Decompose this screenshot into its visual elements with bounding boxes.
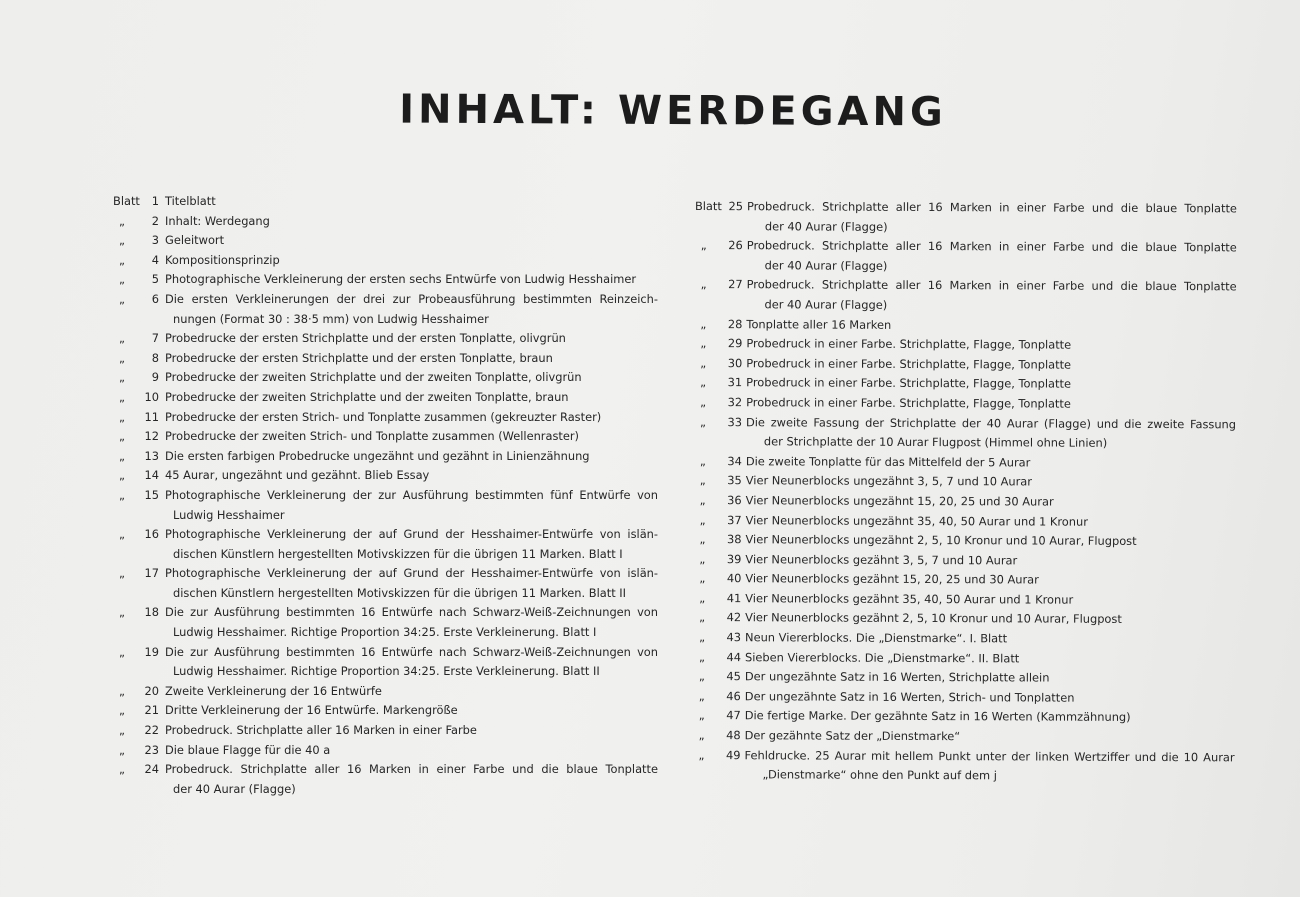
blatt-label: Blatt bbox=[113, 194, 140, 208]
entry-number: 10 bbox=[144, 389, 159, 404]
entry-number: 11 bbox=[144, 409, 159, 424]
entry-number: 39 bbox=[726, 551, 742, 566]
entry-text: Die zweite Fassung der Strichplatte der 40 Aurar (Flagge) und die zweite Fassung bbox=[745, 414, 1237, 431]
ditto-mark: „ bbox=[119, 468, 125, 483]
contents-entry bbox=[113, 212, 658, 232]
entry-number: 22 bbox=[144, 723, 159, 738]
ditto-mark: „ bbox=[700, 238, 707, 253]
entry-number: 3 bbox=[151, 233, 159, 248]
entry-number: 47 bbox=[726, 708, 741, 723]
entry-text-continued: der 40 Aurar (Flagge) bbox=[173, 781, 296, 796]
entry-number: 30 bbox=[727, 355, 743, 370]
entry-number: 24 bbox=[144, 762, 159, 777]
ditto-mark: „ bbox=[699, 512, 706, 527]
entry-text: Photographische Verkleinerung der ersten sechs Entwürfe von Ludwig Hesshaimer bbox=[165, 272, 637, 287]
contents-entry bbox=[113, 643, 658, 682]
contents-entry bbox=[113, 564, 658, 603]
entry-text: Die blaue Flagge für die 40 a bbox=[165, 742, 331, 757]
entry-number: 48 bbox=[726, 728, 741, 743]
entry-text: Vier Neunerblocks gezähnt 15, 20, 25 und 30 Aurar bbox=[745, 571, 1039, 587]
ditto-mark: „ bbox=[700, 394, 707, 409]
ditto-mark: „ bbox=[699, 630, 706, 645]
entry-text: Die zur Ausführung bestimmten 16 Entwürfe nach Schwarz-Weiß-Zeichnungen von bbox=[165, 605, 658, 620]
contents-entry bbox=[694, 354, 1236, 376]
entry-number: 13 bbox=[144, 448, 159, 463]
entry-text: Die zweite Tonplatte für das Mittelfeld der 5 Aurar bbox=[745, 453, 1031, 470]
entry-text-continued: dischen Künstlern hergestellten Motivskizzen für die übrigen 11 Marken. Blatt II bbox=[173, 585, 626, 600]
entry-number: 12 bbox=[144, 429, 159, 444]
entry-number: 5 bbox=[151, 272, 159, 287]
entry-text: Probedrucke der zweiten Strichplatte und der zweiten Tonplatte, braun bbox=[165, 389, 569, 404]
ditto-mark: „ bbox=[119, 448, 125, 463]
contents-entry bbox=[694, 275, 1236, 317]
ditto-mark: „ bbox=[698, 649, 705, 664]
entry-number: 18 bbox=[144, 605, 159, 620]
entry-number: 19 bbox=[144, 644, 159, 659]
blatt-label: Blatt bbox=[694, 198, 722, 214]
ditto-mark: „ bbox=[699, 610, 706, 625]
entry-text: Vier Neunerblocks gezähnt 2, 5, 10 Kronur und 10 Aurar, Flugpost bbox=[745, 610, 1122, 627]
ditto-mark: „ bbox=[698, 747, 705, 762]
entry-text: Probedruck in einer Farbe. Strichplatte, Flagge, Tonplatte bbox=[746, 355, 1072, 372]
contents-entry bbox=[113, 447, 658, 467]
entry-number: 16 bbox=[144, 527, 159, 542]
ditto-mark: „ bbox=[699, 551, 706, 566]
entry-number: 27 bbox=[728, 277, 743, 292]
contents-entry bbox=[693, 589, 1235, 611]
contents-entry bbox=[113, 388, 658, 408]
entry-number: 43 bbox=[726, 630, 742, 645]
contents-entry bbox=[113, 368, 658, 388]
entry-number: 25 bbox=[728, 199, 743, 214]
contents-entry bbox=[113, 270, 658, 290]
ditto-mark: „ bbox=[119, 527, 125, 542]
entry-text: Photographische Verkleinerung der zur Ausführung bestimmten fünf Entwürfe von bbox=[165, 487, 658, 502]
ditto-mark: „ bbox=[119, 389, 125, 404]
ditto-mark: „ bbox=[119, 350, 125, 365]
ditto-mark: „ bbox=[119, 762, 125, 777]
entry-text: Probedruck in einer Farbe. Strichplatte, Flagge, Tonplatte bbox=[746, 375, 1072, 391]
entry-text: Geleitwort bbox=[165, 233, 225, 248]
entry-number: 41 bbox=[726, 591, 742, 606]
entry-text-continued: Ludwig Hesshaimer. Richtige Proportion 34:25. Erste Verkleinerung. Blatt II bbox=[173, 664, 600, 679]
entry-number: 20 bbox=[144, 683, 159, 698]
ditto-mark: „ bbox=[119, 723, 125, 738]
entry-text: Probedruck. Strichplatte aller 16 Marken in einer Farbe und die blaue Tonplatte bbox=[165, 762, 658, 777]
contents-entry bbox=[694, 452, 1236, 474]
entry-number: 17 bbox=[144, 566, 159, 581]
contents-entry bbox=[113, 682, 658, 702]
entry-number: 4 bbox=[151, 252, 159, 267]
entry-text: Die ersten Verkleinerungen der drei zur Probeausführung bestimmten Reinzeich- bbox=[165, 291, 658, 306]
entry-number: 14 bbox=[144, 468, 159, 483]
contents-entry bbox=[694, 471, 1236, 493]
contents-entry bbox=[694, 334, 1236, 356]
ditto-mark: „ bbox=[699, 473, 706, 488]
contents-entry bbox=[694, 413, 1236, 455]
entry-text: Probedruck in einer Farbe. Strichplatte, Flagge, Tonplatte bbox=[746, 336, 1072, 352]
ditto-mark: „ bbox=[699, 532, 706, 547]
contents-entry bbox=[694, 373, 1236, 395]
entry-text-continued: nungen (Format 30 : 38·5 mm) von Ludwig Hesshaimer bbox=[173, 311, 489, 326]
entry-text: Vier Neunerblocks gezähnt 35, 40, 50 Aurar und 1 Kronur bbox=[745, 591, 1074, 607]
contents-entry bbox=[113, 721, 658, 741]
ditto-mark: „ bbox=[699, 453, 706, 468]
contents-entry bbox=[694, 510, 1236, 532]
ditto-mark: „ bbox=[119, 703, 125, 718]
contents-entry bbox=[693, 648, 1235, 670]
entry-number: 34 bbox=[727, 453, 742, 468]
page-title: INHALT: WERDEGANG bbox=[399, 86, 947, 136]
entry-text: Sieben Viererblocks. Die „Dienstmarke“. II. Blatt bbox=[744, 649, 1020, 666]
entry-number: 29 bbox=[727, 336, 743, 351]
entry-number: 28 bbox=[727, 316, 743, 331]
ditto-mark: „ bbox=[698, 688, 705, 703]
ditto-mark: „ bbox=[699, 571, 706, 586]
contents-entry bbox=[113, 701, 658, 721]
entry-number: 1 bbox=[151, 194, 159, 208]
contents-entry bbox=[113, 603, 658, 642]
entry-text: Vier Neunerblocks ungezähnt 3, 5, 7 und 10 Aurar bbox=[745, 473, 1033, 489]
entry-number: 32 bbox=[727, 395, 743, 410]
entry-text: Dritte Verkleinerung der 16 Entwürfe. Markengröße bbox=[165, 703, 458, 718]
ditto-mark: „ bbox=[699, 492, 706, 507]
ditto-mark: „ bbox=[700, 375, 707, 390]
entry-text: Die zur Ausführung bestimmten 16 Entwürfe nach Schwarz-Weiß-Zeichnungen von bbox=[165, 644, 658, 659]
contents-entry bbox=[113, 741, 658, 761]
entry-number: 45 bbox=[726, 669, 741, 684]
entry-number: 44 bbox=[726, 649, 742, 664]
ditto-mark: „ bbox=[698, 728, 705, 743]
ditto-mark: „ bbox=[119, 409, 125, 424]
ditto-mark: „ bbox=[699, 590, 706, 605]
contents-entry bbox=[113, 231, 658, 251]
contents-entry bbox=[693, 530, 1235, 552]
contents-entry bbox=[113, 329, 658, 349]
contents-entry bbox=[113, 525, 658, 564]
entry-number: 15 bbox=[144, 487, 159, 502]
entry-text: Vier Neunerblocks ungezähnt 2, 5, 10 Kronur und 10 Aurar, Flugpost bbox=[745, 532, 1137, 549]
entry-text: Probedruck. Strichplatte aller 16 Marken in einer Farbe und die blaue Tonplatte bbox=[746, 238, 1237, 255]
contents-entry bbox=[113, 349, 658, 369]
entry-number: 38 bbox=[726, 532, 742, 547]
contents-entry bbox=[692, 746, 1234, 788]
entry-text-continued: dischen Künstlern hergestellten Motivskizzen für die übrigen 11 Marken. Blatt I bbox=[173, 546, 623, 561]
entry-number: 49 bbox=[726, 747, 741, 762]
entry-text: Photographische Verkleinerung der auf Grund der Hesshaimer-Entwürfe von islän- bbox=[165, 566, 658, 581]
contents-entry bbox=[113, 760, 658, 799]
entry-number: 2 bbox=[151, 213, 159, 228]
ditto-mark: „ bbox=[698, 669, 705, 684]
entry-text-continued: „Dienstmarke“ ohne den Punkt auf dem j bbox=[762, 767, 997, 783]
contents-entry bbox=[693, 628, 1235, 650]
entry-number: 23 bbox=[144, 742, 159, 757]
entry-number: 8 bbox=[151, 350, 159, 365]
contents-right-column bbox=[692, 197, 1237, 787]
ditto-mark: „ bbox=[119, 370, 125, 385]
entry-number: 9 bbox=[151, 370, 159, 385]
entry-text: Vier Neunerblocks ungezähnt 15, 20, 25 und 30 Aurar bbox=[745, 493, 1054, 509]
ditto-mark: „ bbox=[119, 487, 125, 502]
ditto-mark: „ bbox=[119, 605, 125, 620]
entry-number: 21 bbox=[144, 703, 159, 718]
ditto-mark: „ bbox=[119, 429, 125, 444]
entry-text: Fehldrucke. 25 Aurar mit hellem Punkt unter der linken Wertziffer und die 10 Aurar bbox=[744, 747, 1235, 764]
entry-text: Inhalt: Werdegang bbox=[165, 213, 270, 228]
entry-number: 35 bbox=[727, 473, 742, 488]
entry-text: Der ungezähnte Satz in 16 Werten, Strichplatte allein bbox=[744, 669, 1050, 685]
contents-entry bbox=[695, 236, 1237, 278]
ditto-mark: „ bbox=[119, 233, 125, 248]
contents-entry bbox=[113, 466, 658, 486]
contents-entry bbox=[693, 667, 1235, 689]
ditto-mark: „ bbox=[119, 742, 125, 757]
entry-number: 26 bbox=[728, 238, 743, 253]
entry-number: 42 bbox=[726, 610, 742, 625]
entry-text-continued: der Strichplatte der 10 Aurar Flugpost (Himmel ohne Linien) bbox=[763, 434, 1108, 450]
contents-entry bbox=[693, 687, 1235, 709]
entry-number: 37 bbox=[727, 512, 742, 527]
entry-number: 6 bbox=[151, 291, 159, 306]
entry-text-continued: der 40 Aurar (Flagge) bbox=[764, 297, 888, 312]
entry-number: 31 bbox=[727, 375, 743, 390]
entry-text: Probedrucke der ersten Strichplatte und der ersten Tonplatte, braun bbox=[165, 350, 553, 365]
contents-entry bbox=[113, 251, 658, 271]
ditto-mark: „ bbox=[119, 331, 125, 346]
entry-text: Probedrucke der ersten Strich- und Tonplatte zusammen (gekreuzter Raster) bbox=[165, 409, 602, 424]
ditto-mark: „ bbox=[700, 277, 707, 292]
ditto-mark: „ bbox=[119, 252, 125, 267]
entry-text: Probedruck. Strichplatte aller 16 Marken in einer Farbe und die blaue Tonplatte bbox=[746, 199, 1237, 216]
contents-entry bbox=[694, 491, 1236, 513]
entry-text: Zweite Verkleinerung der 16 Entwürfe bbox=[165, 683, 382, 698]
entry-text: Probedruck. Strichplatte aller 16 Marken in einer Farbe bbox=[165, 723, 477, 738]
contents-entry bbox=[113, 290, 658, 329]
entry-text-continued: Ludwig Hesshaimer bbox=[173, 507, 285, 522]
contents-entry bbox=[693, 706, 1235, 728]
entry-text: Probedruck in einer Farbe. Strichplatte, Flagge, Tonplatte bbox=[746, 395, 1071, 411]
contents-entry bbox=[694, 315, 1236, 337]
ditto-mark: „ bbox=[700, 336, 707, 351]
entry-text: Der ungezähnte Satz in 16 Werten, Strich- und Tonplatten bbox=[744, 689, 1075, 705]
contents-left-column bbox=[113, 192, 658, 799]
entry-text: Tonplatte aller 16 Marken bbox=[746, 316, 892, 332]
ditto-mark: „ bbox=[699, 414, 706, 429]
entry-text: Titelblatt bbox=[165, 194, 216, 208]
entry-text: Kompositionsprinzip bbox=[165, 252, 280, 267]
contents-entry bbox=[695, 197, 1237, 239]
entry-number: 36 bbox=[727, 493, 742, 508]
entry-number: 46 bbox=[726, 688, 741, 704]
contents-entry bbox=[694, 393, 1236, 415]
entry-text: Probedruck. Strichplatte aller 16 Marken in einer Farbe und die blaue Tonplatte bbox=[746, 277, 1237, 294]
entry-number: 7 bbox=[151, 331, 159, 346]
contents-entry bbox=[113, 192, 658, 212]
ditto-mark: „ bbox=[119, 644, 125, 659]
ditto-mark: „ bbox=[119, 291, 125, 306]
entry-text-continued: der 40 Aurar (Flagge) bbox=[764, 218, 888, 234]
ditto-mark: „ bbox=[698, 708, 705, 723]
entry-text: Die ersten farbigen Probedrucke ungezähnt und gezähnt in Linienzähnung bbox=[165, 448, 590, 463]
contents-entry bbox=[113, 408, 658, 428]
entry-text-continued: Ludwig Hesshaimer. Richtige Proportion 34:25. Erste Verkleinerung. Blatt I bbox=[173, 625, 597, 640]
entry-number: 40 bbox=[726, 571, 742, 586]
ditto-mark: „ bbox=[119, 683, 125, 698]
contents-entry bbox=[693, 569, 1235, 591]
entry-text: Neun Viererblocks. Die „Dienstmarke“. I. Blatt bbox=[745, 630, 1008, 646]
entry-text: Photographische Verkleinerung der auf Grund der Hesshaimer-Entwürfe von islän- bbox=[165, 527, 658, 542]
entry-text: Probedrucke der zweiten Strichplatte und der zweiten Tonplatte, olivgrün bbox=[165, 370, 582, 385]
ditto-mark: „ bbox=[119, 213, 125, 228]
ditto-mark: „ bbox=[119, 272, 125, 287]
ditto-mark: „ bbox=[700, 316, 707, 331]
ditto-mark: „ bbox=[700, 355, 707, 370]
entry-text: Vier Neunerblocks ungezähnt 35, 40, 50 Aurar und 1 Kronur bbox=[745, 512, 1088, 529]
entry-text: Die fertige Marke. Der gezähnte Satz in 16 Werten (Kammzähnung) bbox=[744, 708, 1131, 725]
entry-text: Der gezähnte Satz der „Dienstmarke“ bbox=[744, 728, 961, 744]
entry-text: Probedrucke der zweiten Strich- und Tonplatte zusammen (Wellenraster) bbox=[165, 429, 579, 444]
contents-entry bbox=[693, 550, 1235, 572]
entry-text: Vier Neunerblocks gezähnt 3, 5, 7 und 10 Aurar bbox=[745, 551, 1018, 568]
entry-text-continued: der 40 Aurar (Flagge) bbox=[764, 258, 888, 273]
ditto-mark: „ bbox=[119, 566, 125, 581]
entry-text: 45 Aurar, ungezähnt und gezähnt. Blieb Essay bbox=[165, 468, 430, 483]
contents-entry bbox=[113, 427, 658, 447]
contents-entry bbox=[113, 486, 658, 525]
entry-text: Probedrucke der ersten Strichplatte und der ersten Tonplatte, olivgrün bbox=[165, 331, 566, 346]
contents-entry bbox=[693, 608, 1235, 630]
contents-entry bbox=[693, 726, 1235, 748]
entry-number: 33 bbox=[727, 414, 743, 429]
